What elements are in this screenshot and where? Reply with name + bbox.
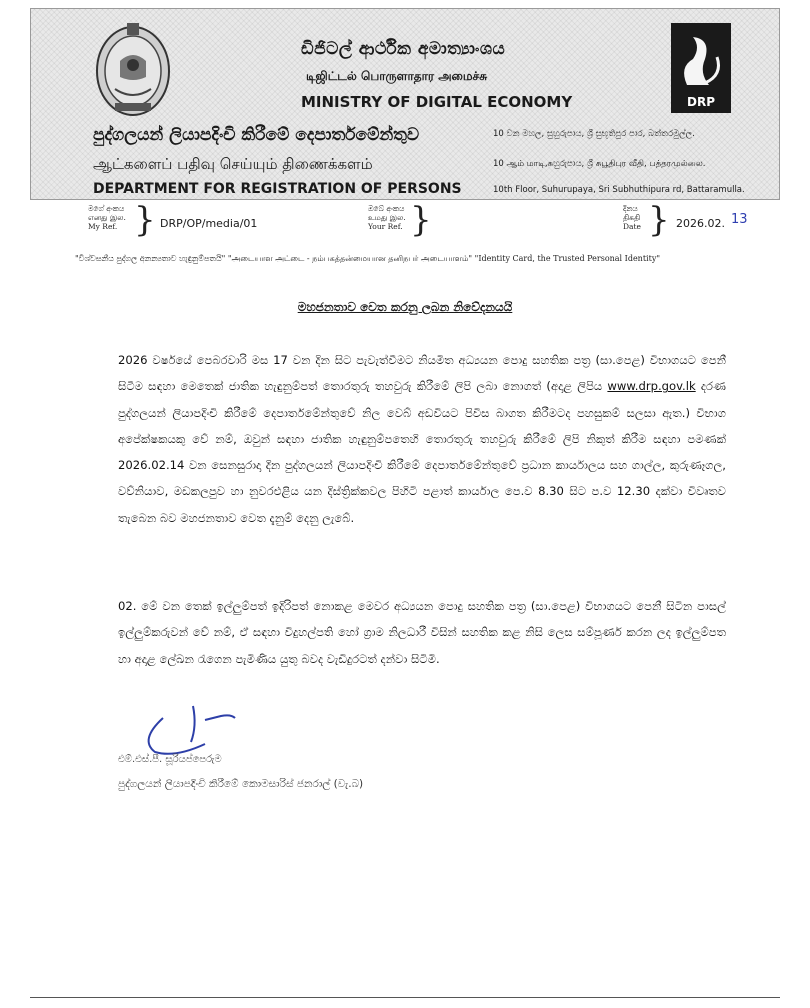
brace-divider: } (648, 200, 670, 240)
body-paragraph-2: 02. මේ වන තෙක් ඉල්ලුම්පත් ඉදිරිපත් නොකළ මෙවර අධ්‍යයන පොදු සහතික පත්‍ර (සා.පෙළ) විභාගයට පෙනී සිටින පාසල් ඉල්ලුම්කරුවන් වේ නම්, ඒ සඳහා විදුහල්පති හෝ ග්‍රාම නිලධාරී විසින් සහතික කළ නිසි ලෙස සම්පූර්ණ කරන ලද ඉල්ලුම්පත හා අදාළ ලේඛන රැගෙන පැමිණිය යුතු බවද වැඩිදුරටත් දන්වා සිටිමි. (118, 599, 726, 666)
my-ref-value: DRP/OP/media/01 (160, 217, 258, 230)
handwritten-date: 13 (731, 212, 748, 227)
signatory-title: පුද්ගලයන් ලියාපදිංචි කිරීමේ කොමසාරිස් ජනරාල් (වැ.බ) (118, 778, 364, 790)
department-name-tamil: ஆட்களைப் பதிவு செய்யும் திணைக்களம் (93, 155, 373, 173)
brace-divider: } (134, 200, 156, 240)
my-ref-label: මගේ අංකය எனது இல. My Ref. (88, 204, 126, 231)
your-ref-label: ඔබේ අංකය உமது இல. Your Ref. (368, 204, 406, 231)
ministry-name-english: MINISTRY OF DIGITAL ECONOMY (301, 93, 573, 111)
drp-logo-text: DRP (687, 95, 715, 109)
signatory-name: එම්.එස්.පී. සූරියප්පෙරුම (118, 754, 222, 765)
national-emblem-icon (93, 19, 173, 119)
website-link[interactable]: www.drp.gov.lk (607, 379, 696, 394)
motto-line: "විශ්වසනීය පුද්ගල අනන්‍යතාව හැඳුනුම්පතයි" "அடையாள அட்டை - நம்பகத்தன்மையான தனிநபர் அடையாளம்" "Identity Card, the Trusted Personal Identity" (75, 254, 661, 263)
department-name-english: DEPARTMENT FOR REGISTRATION OF PERSONS (93, 181, 462, 197)
address-english: 10th Floor, Suhurupaya, Sri Subhuthipura rd, Battaramulla. (493, 185, 745, 195)
date-value: 2026.02. (676, 217, 725, 230)
letterhead (30, 8, 780, 200)
drp-logo-icon (671, 23, 731, 113)
department-name-sinhala: පුද්ගලයන් ලියාපදිංචි කිරීමේ දෙපාර්තමේන්තුව (93, 125, 420, 145)
signature-icon (135, 702, 265, 762)
date-label: දිනය திகதி Date (623, 204, 641, 231)
ministry-name-tamil: டிஜிட்டல் பொருளாதார அமைச்சு (306, 69, 488, 83)
brace-divider: } (410, 200, 432, 240)
address-sinhala: 10 වන මහල, සුහුරුපාය, ශ්‍රී සුභූතිපුර පාර, බත්තරමුල්ල. (493, 129, 695, 139)
notice-title: මහජනතාව වෙත කරනු ලබන නිවේදනයයි (297, 300, 513, 314)
ministry-name-sinhala: ඩිජිටල් ආර්ථික අමාත්‍යාංශය (301, 39, 506, 59)
footer-divider (30, 997, 780, 998)
body-paragraph-1: 2026 වර්ෂයේ පෙබරවාරි මස 17 වන දින සිට පැවැත්වීමට නියමිත අධ්‍යයන පොදු සහතික පත්‍ර (සා.පෙළ) විභාගයට පෙනී සිටීම සඳහා මෙතෙක් ජාතික හැඳුනුම්පත් තොරතුරු තහවුරු කිරීමේ ලිපි ලබා නොගත් (අදාළ ලිපිය www.drp.gov.lk දරණ පුද්ගලයන් ලියාපදිංචි කිරීමේ දෙපාර්තමේන්තුවේ නිල වෙබ් අඩවියට පිවිස බාගත කිරීමටද පහසුකම් සලසා ඇත.) විභාග අපේක්ෂකයකු වේ නම්, ඔවුන් සඳහා ජාතික හැඳුනුම්පතෙහි තොරතුරු තහවුරු කිරීමේ ලිපි නිකුත් කිරීම සඳහා පමණක් 2026.02.14 වන සෙනසුරාදා දින පුද්ගලයන් ලියාපදිංචි කිරීමේ දෙපාර්තමේන්තුවේ ප්‍රධාන කාර්යාලය සහ ගාල්ල, කුරුණෑගල, වව්නියාව, මඩකලපුව හා නුවරඑළිය යන දිස්ත්‍රික්කවල පිහිටි පළාත් කාර්යාල පෙ.ව 8.30 සිට ප.ව 12.30 දක්වා විවෘතව තැබෙන බව මහජනතාව වෙත දැනුම් දෙනු ලැබේ. (118, 353, 727, 525)
address-tamil: 10 ஆம் மாடி,சுහුරුපාය, ශ්‍රී சுபூதிபுர வீதி, பத்தரமுல்லை. (493, 159, 706, 169)
